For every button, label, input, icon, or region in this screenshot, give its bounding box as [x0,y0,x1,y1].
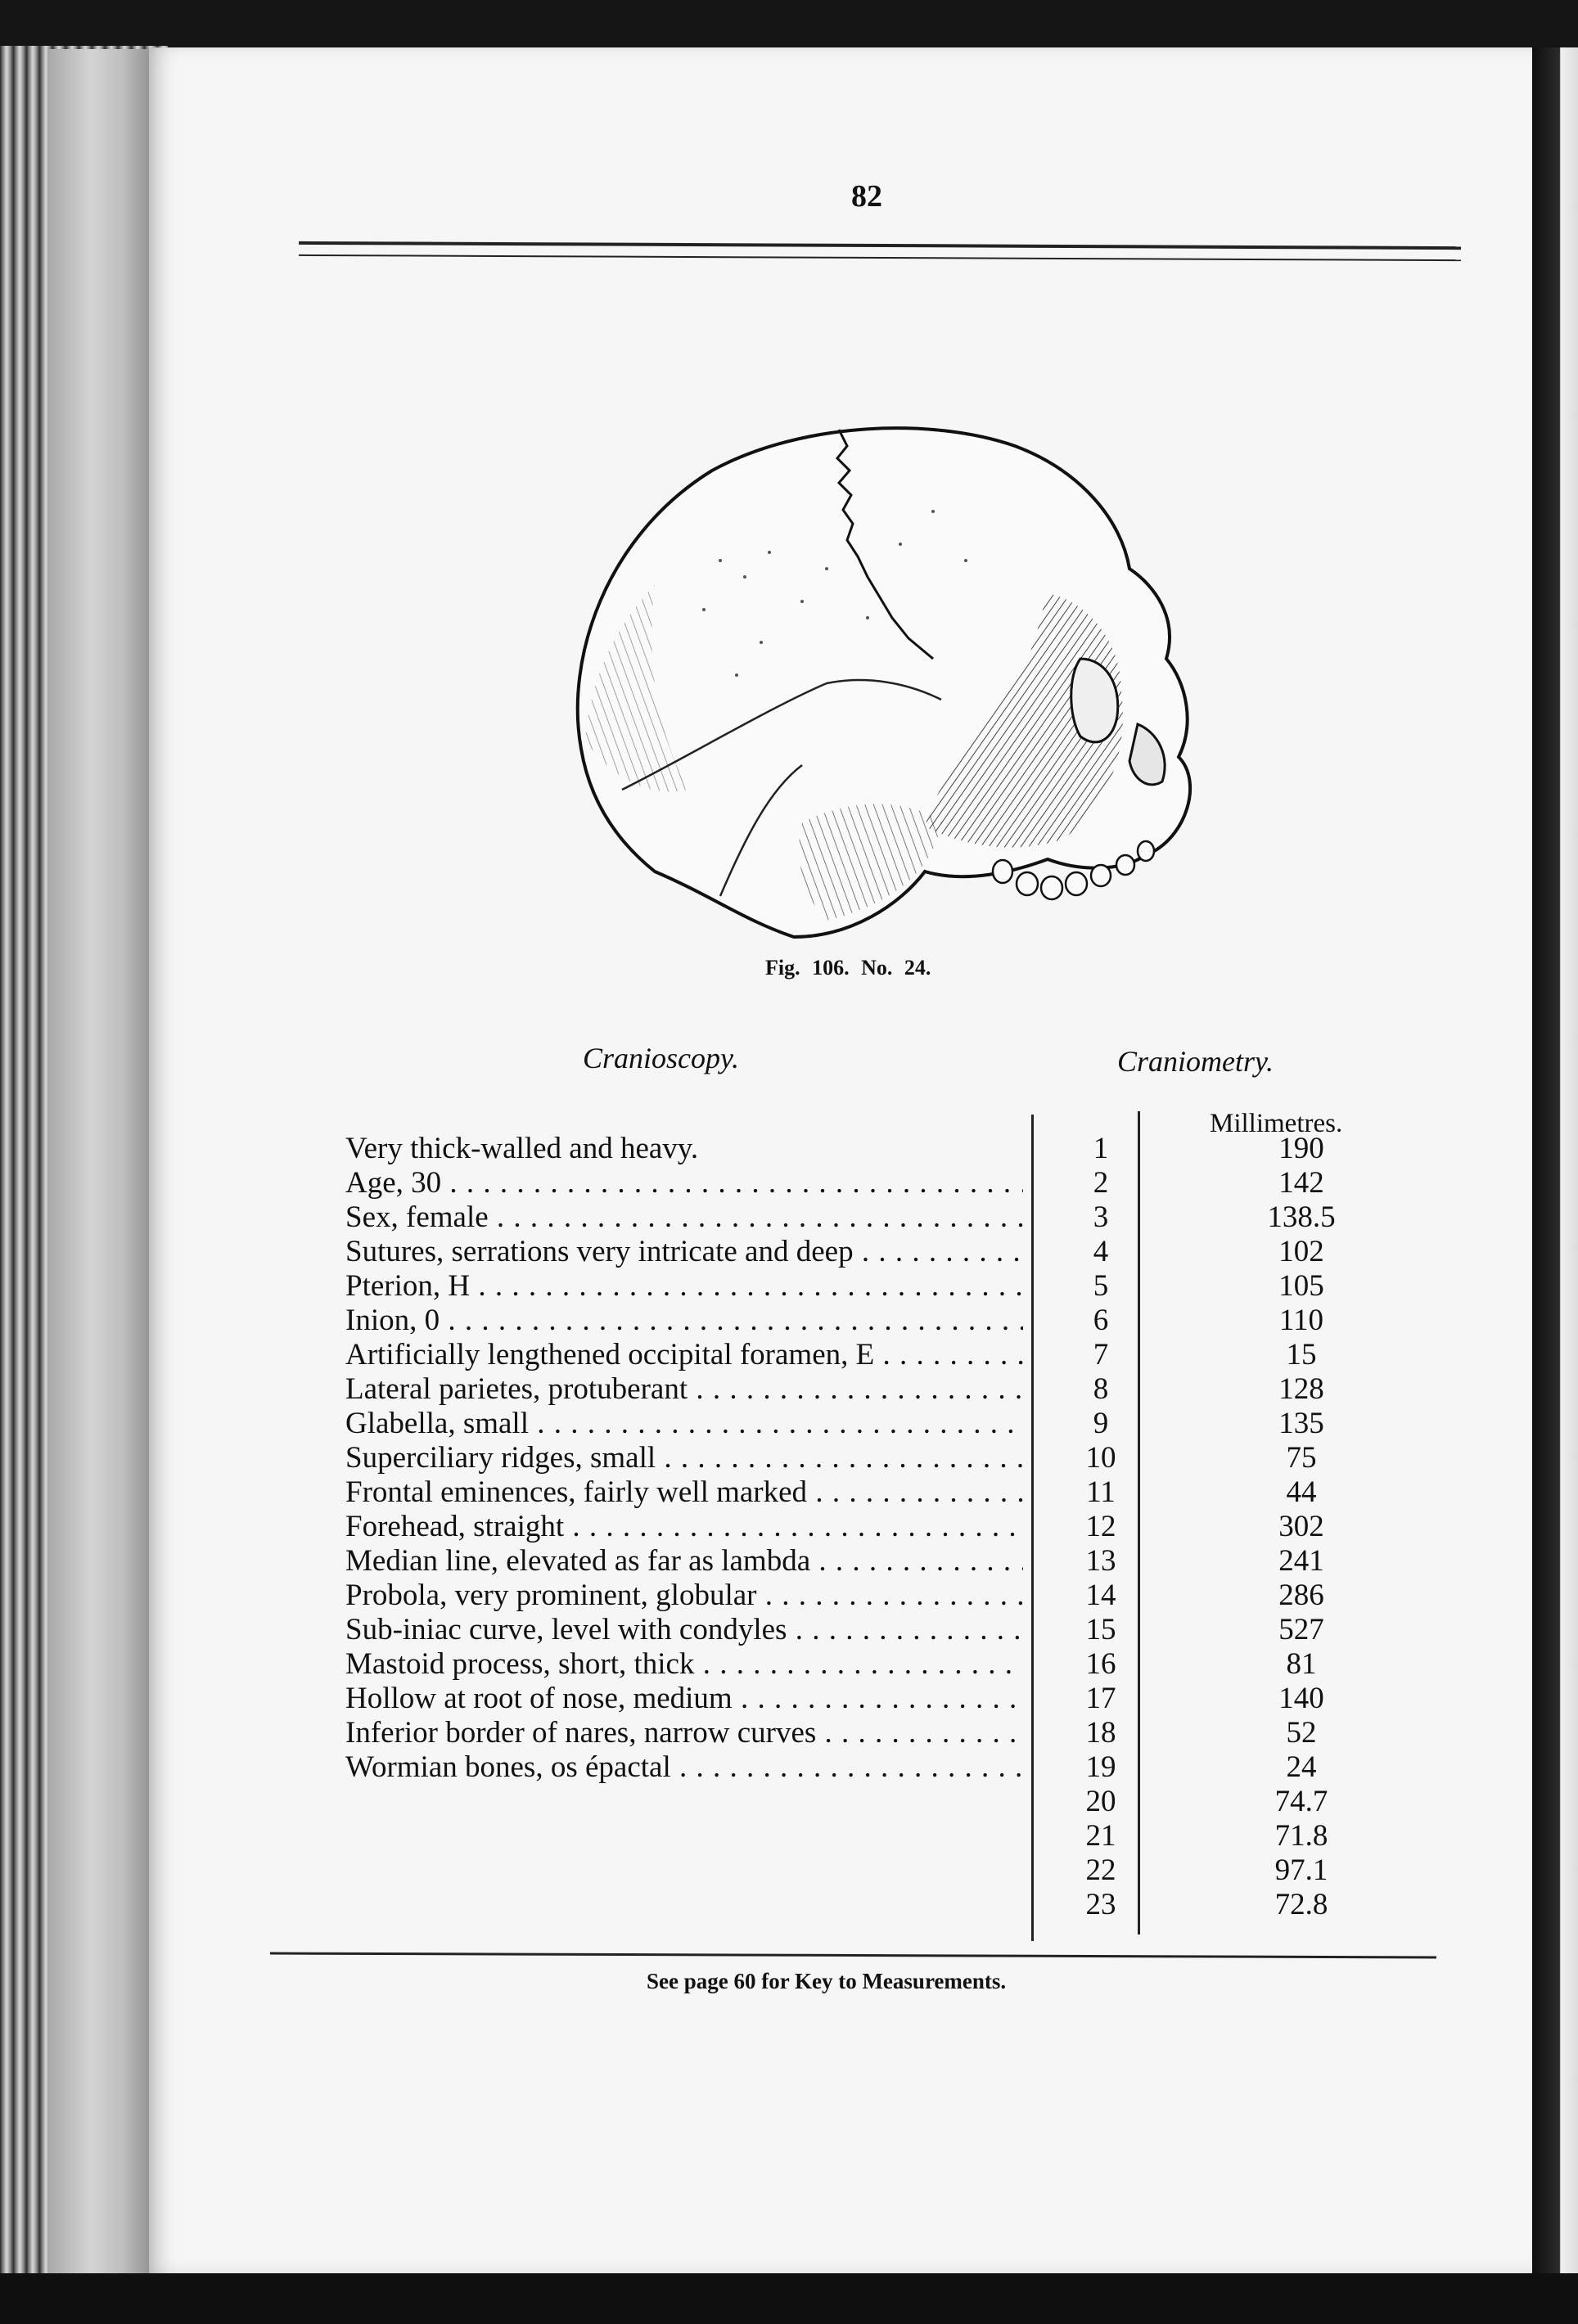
measurement-value: 44 [1286,1475,1317,1509]
measurement-number: 10 [1085,1441,1116,1475]
measurement-number: 16 [1085,1647,1116,1681]
measurement-value: 74.7 [1274,1785,1328,1818]
table-row [345,1854,1459,1887]
table-row [345,1373,1459,1406]
observation-text: Very thick-walled and heavy. [345,1133,699,1165]
observation-text: Superciliary ridges, small . . . [345,1442,1023,1475]
table-row [345,1682,1459,1715]
measurement-value: 135 [1278,1407,1324,1440]
measurement-value: 527 [1278,1613,1324,1646]
table-row [345,1201,1459,1234]
table-row [345,1442,1459,1475]
observation-text: Mastoid process, short, thick . . . [345,1648,1023,1681]
table-row [345,1270,1459,1303]
measurement-value: 190 [1278,1132,1324,1165]
table-row [345,1339,1459,1371]
measurement-number: 11 [1086,1475,1116,1509]
observation-text: Hollow at root of nose, medium . . . [345,1682,1023,1715]
measurement-value: 110 [1278,1304,1324,1337]
measurement-value: 75 [1286,1441,1317,1475]
observation-text: Sub-iniac curve, level with condyles . . . [345,1614,1023,1646]
table-row [345,1717,1459,1750]
table-row [345,1579,1459,1612]
measurement-number: 5 [1093,1269,1109,1303]
table-row [345,1751,1459,1784]
scan-bottom-border [0,2273,1578,2324]
measurement-number: 6 [1093,1304,1109,1337]
observation-text: Median line, elevated as far as lambda . . . [345,1545,1023,1578]
measurement-number: 2 [1093,1166,1109,1200]
measurement-number: 23 [1085,1888,1116,1921]
table-row [345,1786,1459,1818]
observation-text: Wormian bones, os épactal . . . [345,1751,1023,1784]
observation-text: Pterion, H . . . [345,1270,1023,1303]
measurement-number: 19 [1085,1750,1116,1784]
table-row [345,1304,1459,1337]
table-row [345,1820,1459,1853]
measurement-number: 13 [1085,1544,1116,1578]
measurement-number: 18 [1085,1716,1116,1750]
measurement-number: 14 [1085,1579,1116,1612]
measurement-value: 241 [1278,1544,1324,1578]
table-row [345,1476,1459,1509]
table-row [345,1889,1459,1921]
measurement-number: 7 [1093,1338,1109,1371]
measurement-value: 52 [1286,1716,1317,1750]
table-row [345,1133,1459,1165]
measurement-number: 9 [1093,1407,1109,1440]
observation-text: Inion, 0 . . . [345,1304,1023,1337]
cranioscopy-heading: Cranioscopy. [583,1042,740,1074]
measurement-number: 21 [1085,1819,1116,1853]
observation-text: Forehead, straight . . . [345,1511,1023,1543]
observation-text: Glabella, small . . . [345,1407,1023,1440]
table-row [345,1236,1459,1268]
observation-text: Lateral parietes, protuberant . . . [345,1373,1023,1406]
skull-illustration [557,413,1195,953]
measurement-value: 97.1 [1274,1853,1328,1887]
page-number: 82 [851,179,882,214]
table-row [345,1407,1459,1440]
figure-caption: Fig. 106. No. 24. [765,956,931,980]
observation-text: Frontal eminences, fairly well marked . . . [345,1476,1023,1509]
measurement-value: 72.8 [1274,1888,1328,1921]
observation-text: Age, 30 . . . [345,1167,1023,1200]
measurement-number: 8 [1093,1372,1109,1406]
measurement-value: 128 [1278,1372,1324,1406]
measurement-value: 102 [1278,1235,1324,1268]
observation-text: Artificially lengthened occipital foramen, E . . . [345,1339,1023,1371]
measurement-value: 71.8 [1274,1819,1328,1853]
table-row [345,1167,1459,1200]
measurement-value: 138.5 [1267,1200,1336,1234]
measurement-value: 142 [1278,1166,1324,1200]
table-row [345,1614,1459,1646]
measurement-value: 302 [1278,1510,1324,1543]
page-right-gutter [1532,47,1578,2273]
measurement-number: 1 [1093,1132,1109,1165]
measurement-value: 15 [1286,1338,1317,1371]
measurement-number: 12 [1085,1510,1116,1543]
millimetres-label: Millimetres. [1210,1109,1343,1138]
footnote: See page 60 for Key to Measurements. [647,1969,1007,1993]
table-row [345,1511,1459,1543]
table-row [345,1545,1459,1578]
observation-text: Sutures, serrations very intricate and deep . . . [345,1236,1023,1268]
craniometry-heading: Craniometry. [1117,1045,1274,1078]
measurement-number: 4 [1093,1235,1109,1268]
measurement-value: 140 [1278,1682,1324,1715]
measurement-number: 3 [1093,1200,1109,1234]
measurement-value: 286 [1278,1579,1324,1612]
measurement-number: 22 [1085,1853,1116,1887]
measurement-value: 105 [1278,1269,1324,1303]
table-row [345,1648,1459,1681]
observation-text: Sex, female . . . [345,1201,1023,1234]
observation-text: Inferior border of nares, narrow curves . . . [345,1717,1023,1750]
measurement-value: 24 [1286,1750,1317,1784]
measurement-number: 20 [1085,1785,1116,1818]
observation-text: Probola, very prominent, globular . . . [345,1579,1023,1612]
measurement-number: 15 [1085,1613,1116,1646]
measurement-number: 17 [1085,1682,1116,1715]
measurement-value: 81 [1286,1647,1317,1681]
book-page-stack [49,49,156,2283]
